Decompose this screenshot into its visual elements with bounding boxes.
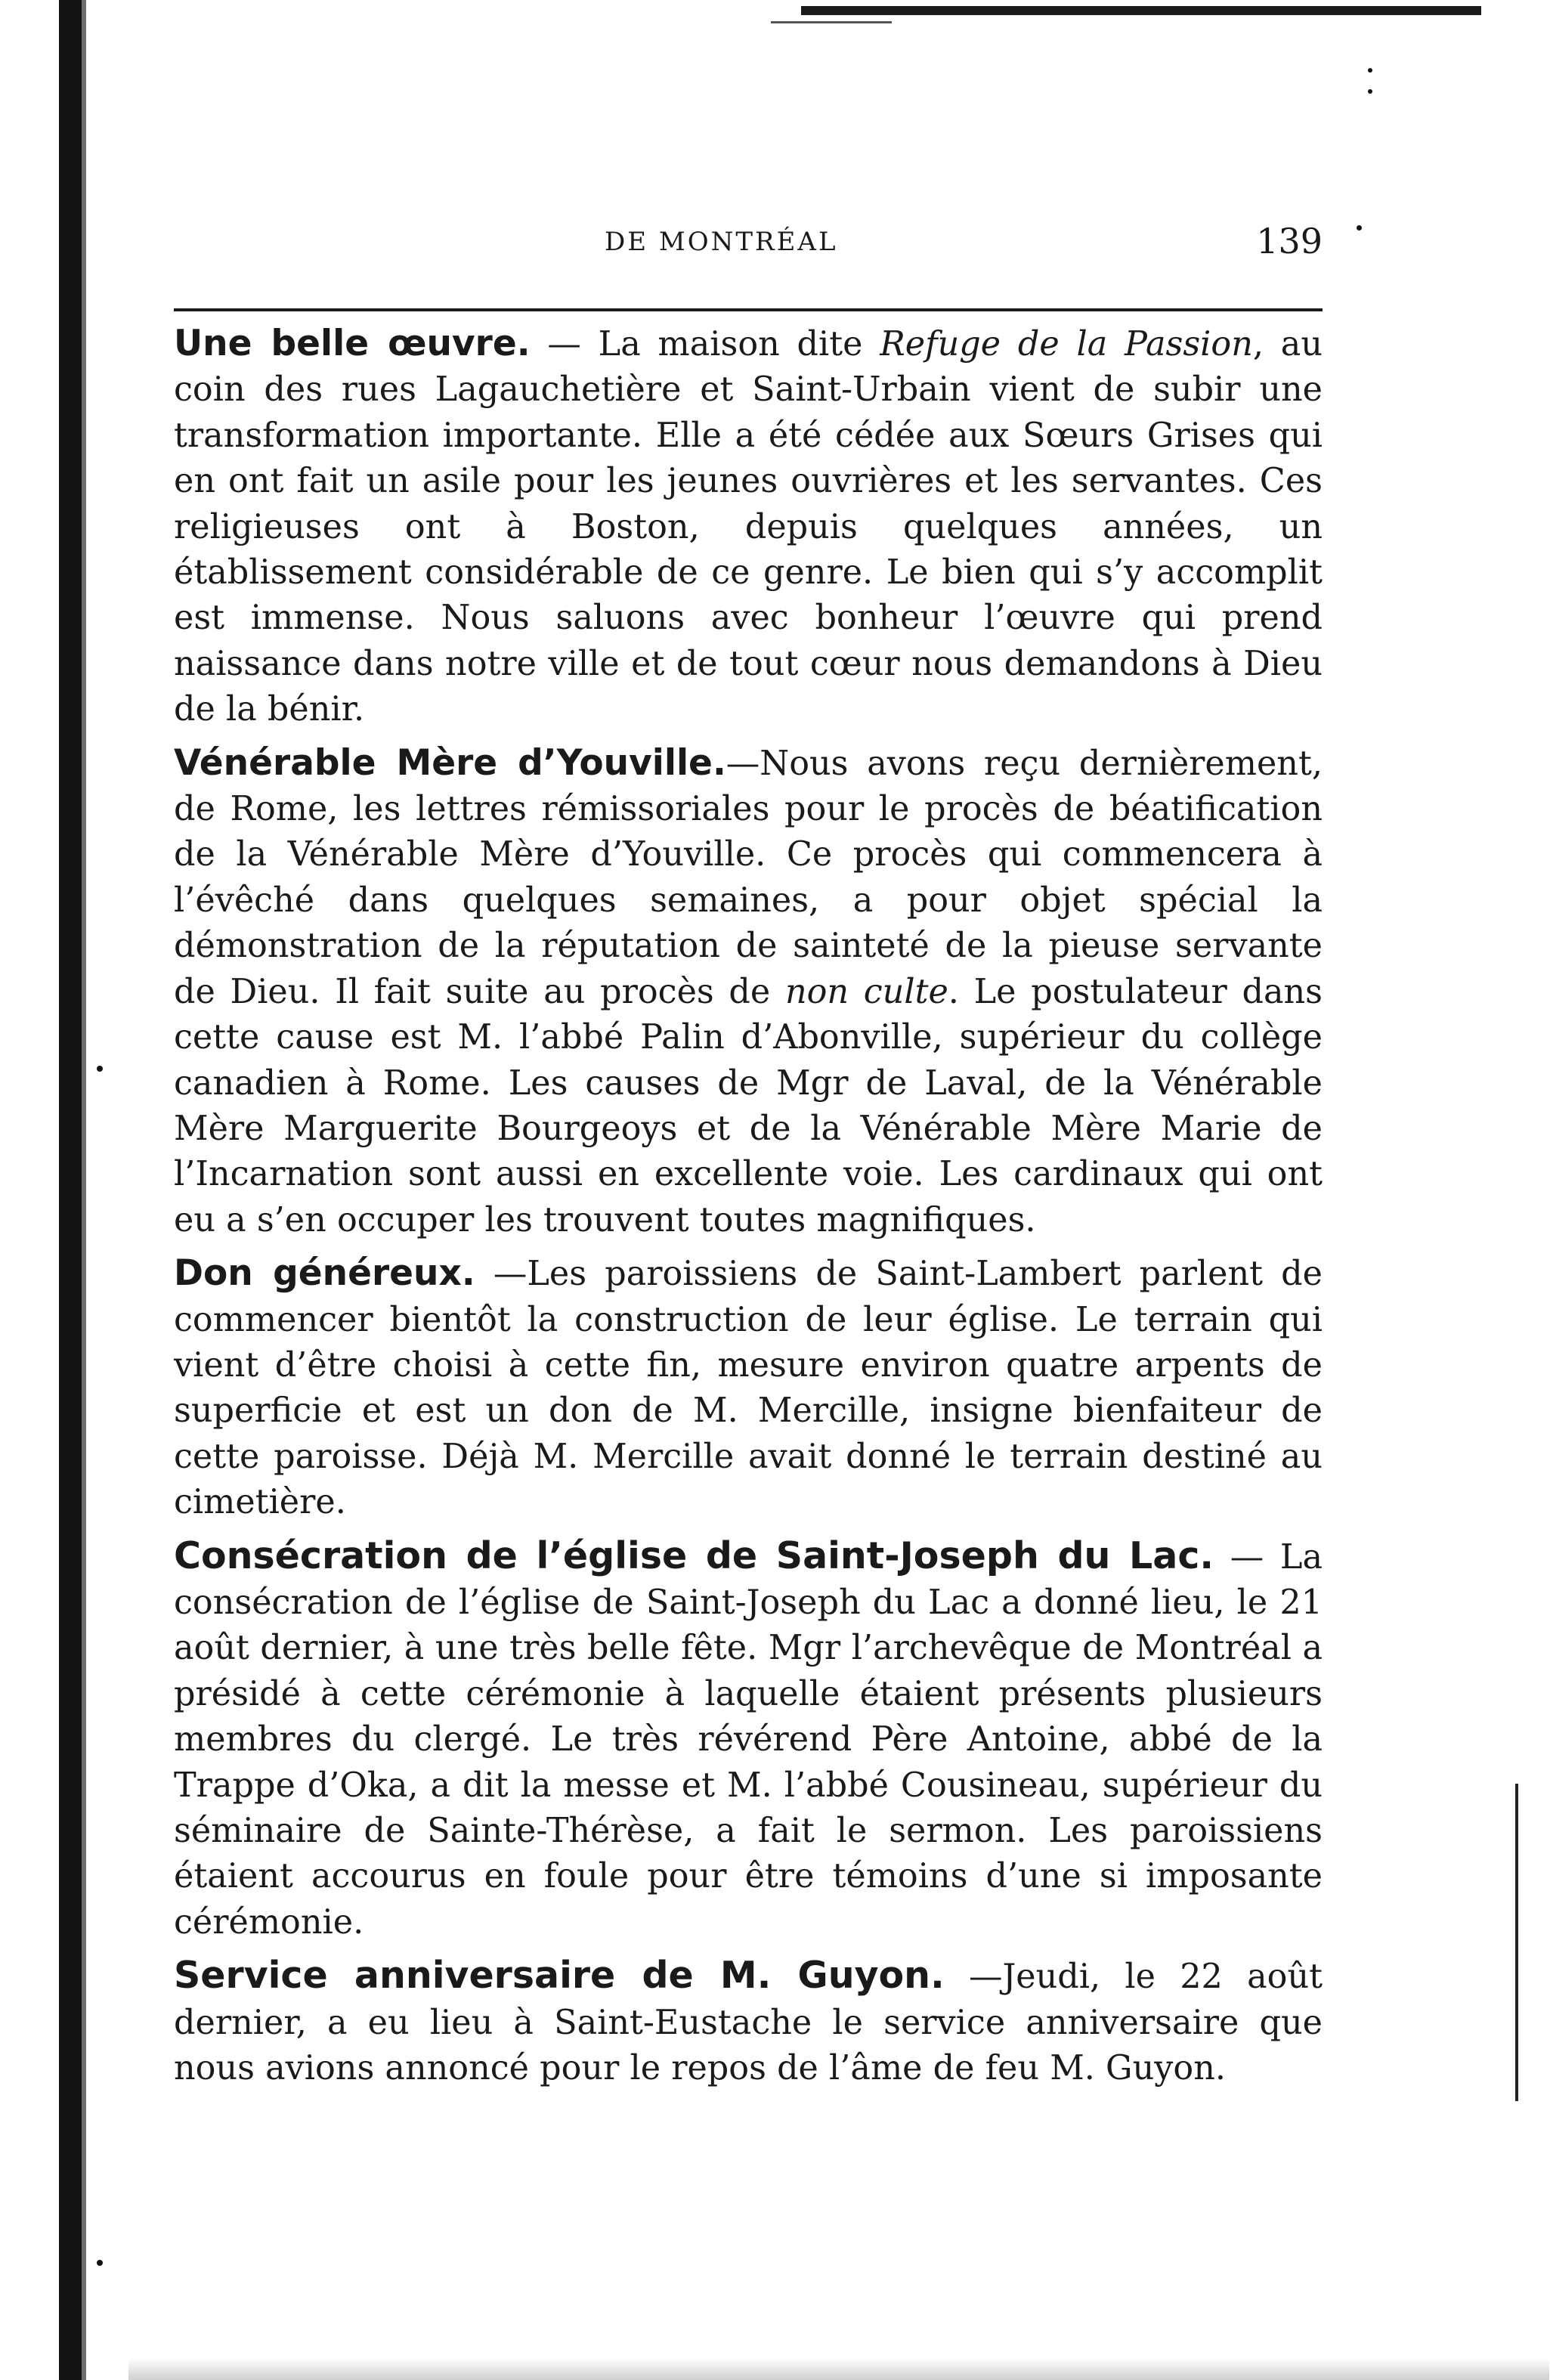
- article-italic: non culte: [784, 972, 948, 1011]
- article-italic: Refuge de la Passion: [880, 325, 1253, 364]
- article-text: —Jeudi, le 22 août dernier, a eu lieu à Saint-Eustache le service anniversaire que nous avions annoncé pour le repos de l’âme de feu M. Guyon.: [174, 1958, 1323, 2088]
- article-paragraph: [174, 1534, 1323, 1946]
- scan-left-edge-shadow: [82, 0, 86, 2380]
- scan-speck: [97, 1066, 103, 1072]
- header-rule: [174, 308, 1323, 311]
- scan-speck: [1368, 68, 1372, 73]
- page-body: [174, 321, 1323, 2099]
- article-paragraph: [174, 321, 1323, 733]
- article-paragraph: [174, 741, 1323, 1243]
- scan-speck: [97, 2260, 103, 2266]
- scan-speck: [1357, 225, 1362, 231]
- article-title: Une belle œuvre.: [174, 323, 531, 364]
- article-text: . Le postulateur dans cette cause est M. l’abbé Palin d’Abonville, supérieur du collège canadien à Rome. Les causes de Mgr de Laval, de la Vénérable Mère Marguerite Bourgeoys et de la Vénérable Mère Marie de l’Incarnation sont aussi en excellente voie. Les cardinaux qui ont eu a s’en occuper les trouvent toutes magnifiques.: [174, 972, 1323, 1240]
- article-text: —Les paroissiens de Saint-Lambert parlent de commencer bientôt la construction de leur église. Le terrain qui vient d’être choisi à cette fin, mesure environ quatre arpents de superficie et est un don de M. Mercille, insigne bienfaiteur de cette paroisse. Déjà M. Mercille avait donné le terrain destiné au cimetière.: [174, 1255, 1323, 1522]
- scan-bottom-edge: [128, 2358, 1549, 2380]
- scan-left-edge: [59, 0, 82, 2380]
- running-head: DE MONTRÉAL: [605, 227, 838, 257]
- article-paragraph: [174, 1953, 1323, 2091]
- article-text: — La maison dite: [530, 325, 880, 364]
- article-text: — La consécration de l’église de Saint-Joseph du Lac a donné lieu, le 21 août dernier, à une très belle fête. Mgr l’archevêque de Montréal a présidé à cette cérémonie à laquelle étaient présents plusieurs membres du clergé. Le très révérend Père Antoine, abbé de la Trappe d’Oka, a dit la messe et M. l’abbé Cousineau, supérieur du séminaire de Sainte-Thérèse, a fait le sermon. Les paroissiens étaient accourus en foule pour être témoins d’une si imposante cérémonie.: [174, 1537, 1323, 1942]
- article-title: Don généreux.: [174, 1252, 475, 1295]
- scan-top-edge-line: [771, 21, 892, 23]
- scan-top-edge: [801, 6, 1481, 15]
- scan-right-mark: [1515, 1784, 1518, 2101]
- article-paragraph: [174, 1251, 1323, 1525]
- article-title: Consécration de l’église de Saint-Joseph du Lac.: [174, 1534, 1214, 1577]
- article-title: Vénérable Mère d’Youville.: [174, 741, 726, 784]
- article-text: , au coin des rues Lagauchetière et Saint-Urbain vient de subir une transformation importante. Elle a été cédée aux Sœurs Grises qui en ont fait un asile pour les jeunes ouvrières et les servantes. Ces religieuses ont à Boston, depuis quelques années, un établissement considérable de ce genre. Le bien qui s’y accomplit est immense. Nous saluons avec bonheur l’œuvre qui prend naissance dans notre ville et de tout cœur nous demandons à Dieu de la bénir.: [174, 325, 1323, 729]
- page-header: [174, 221, 1323, 272]
- scan-speck: [1368, 89, 1372, 94]
- article-text: —Nous avons reçu dernièrement, de Rome, les lettres rémissoriales pour le procès de béatification de la Vénérable Mère d’Youville. Ce procès qui commencera à l’évêché dans quelques semaines, a pour objet spécial la démonstration de la réputation de sainteté de la pieuse servante de Dieu. Il fait suite au procès de: [174, 744, 1323, 1011]
- article-title: Service anniversaire de M. Guyon.: [174, 1954, 945, 1998]
- page-number: 139: [1256, 221, 1323, 262]
